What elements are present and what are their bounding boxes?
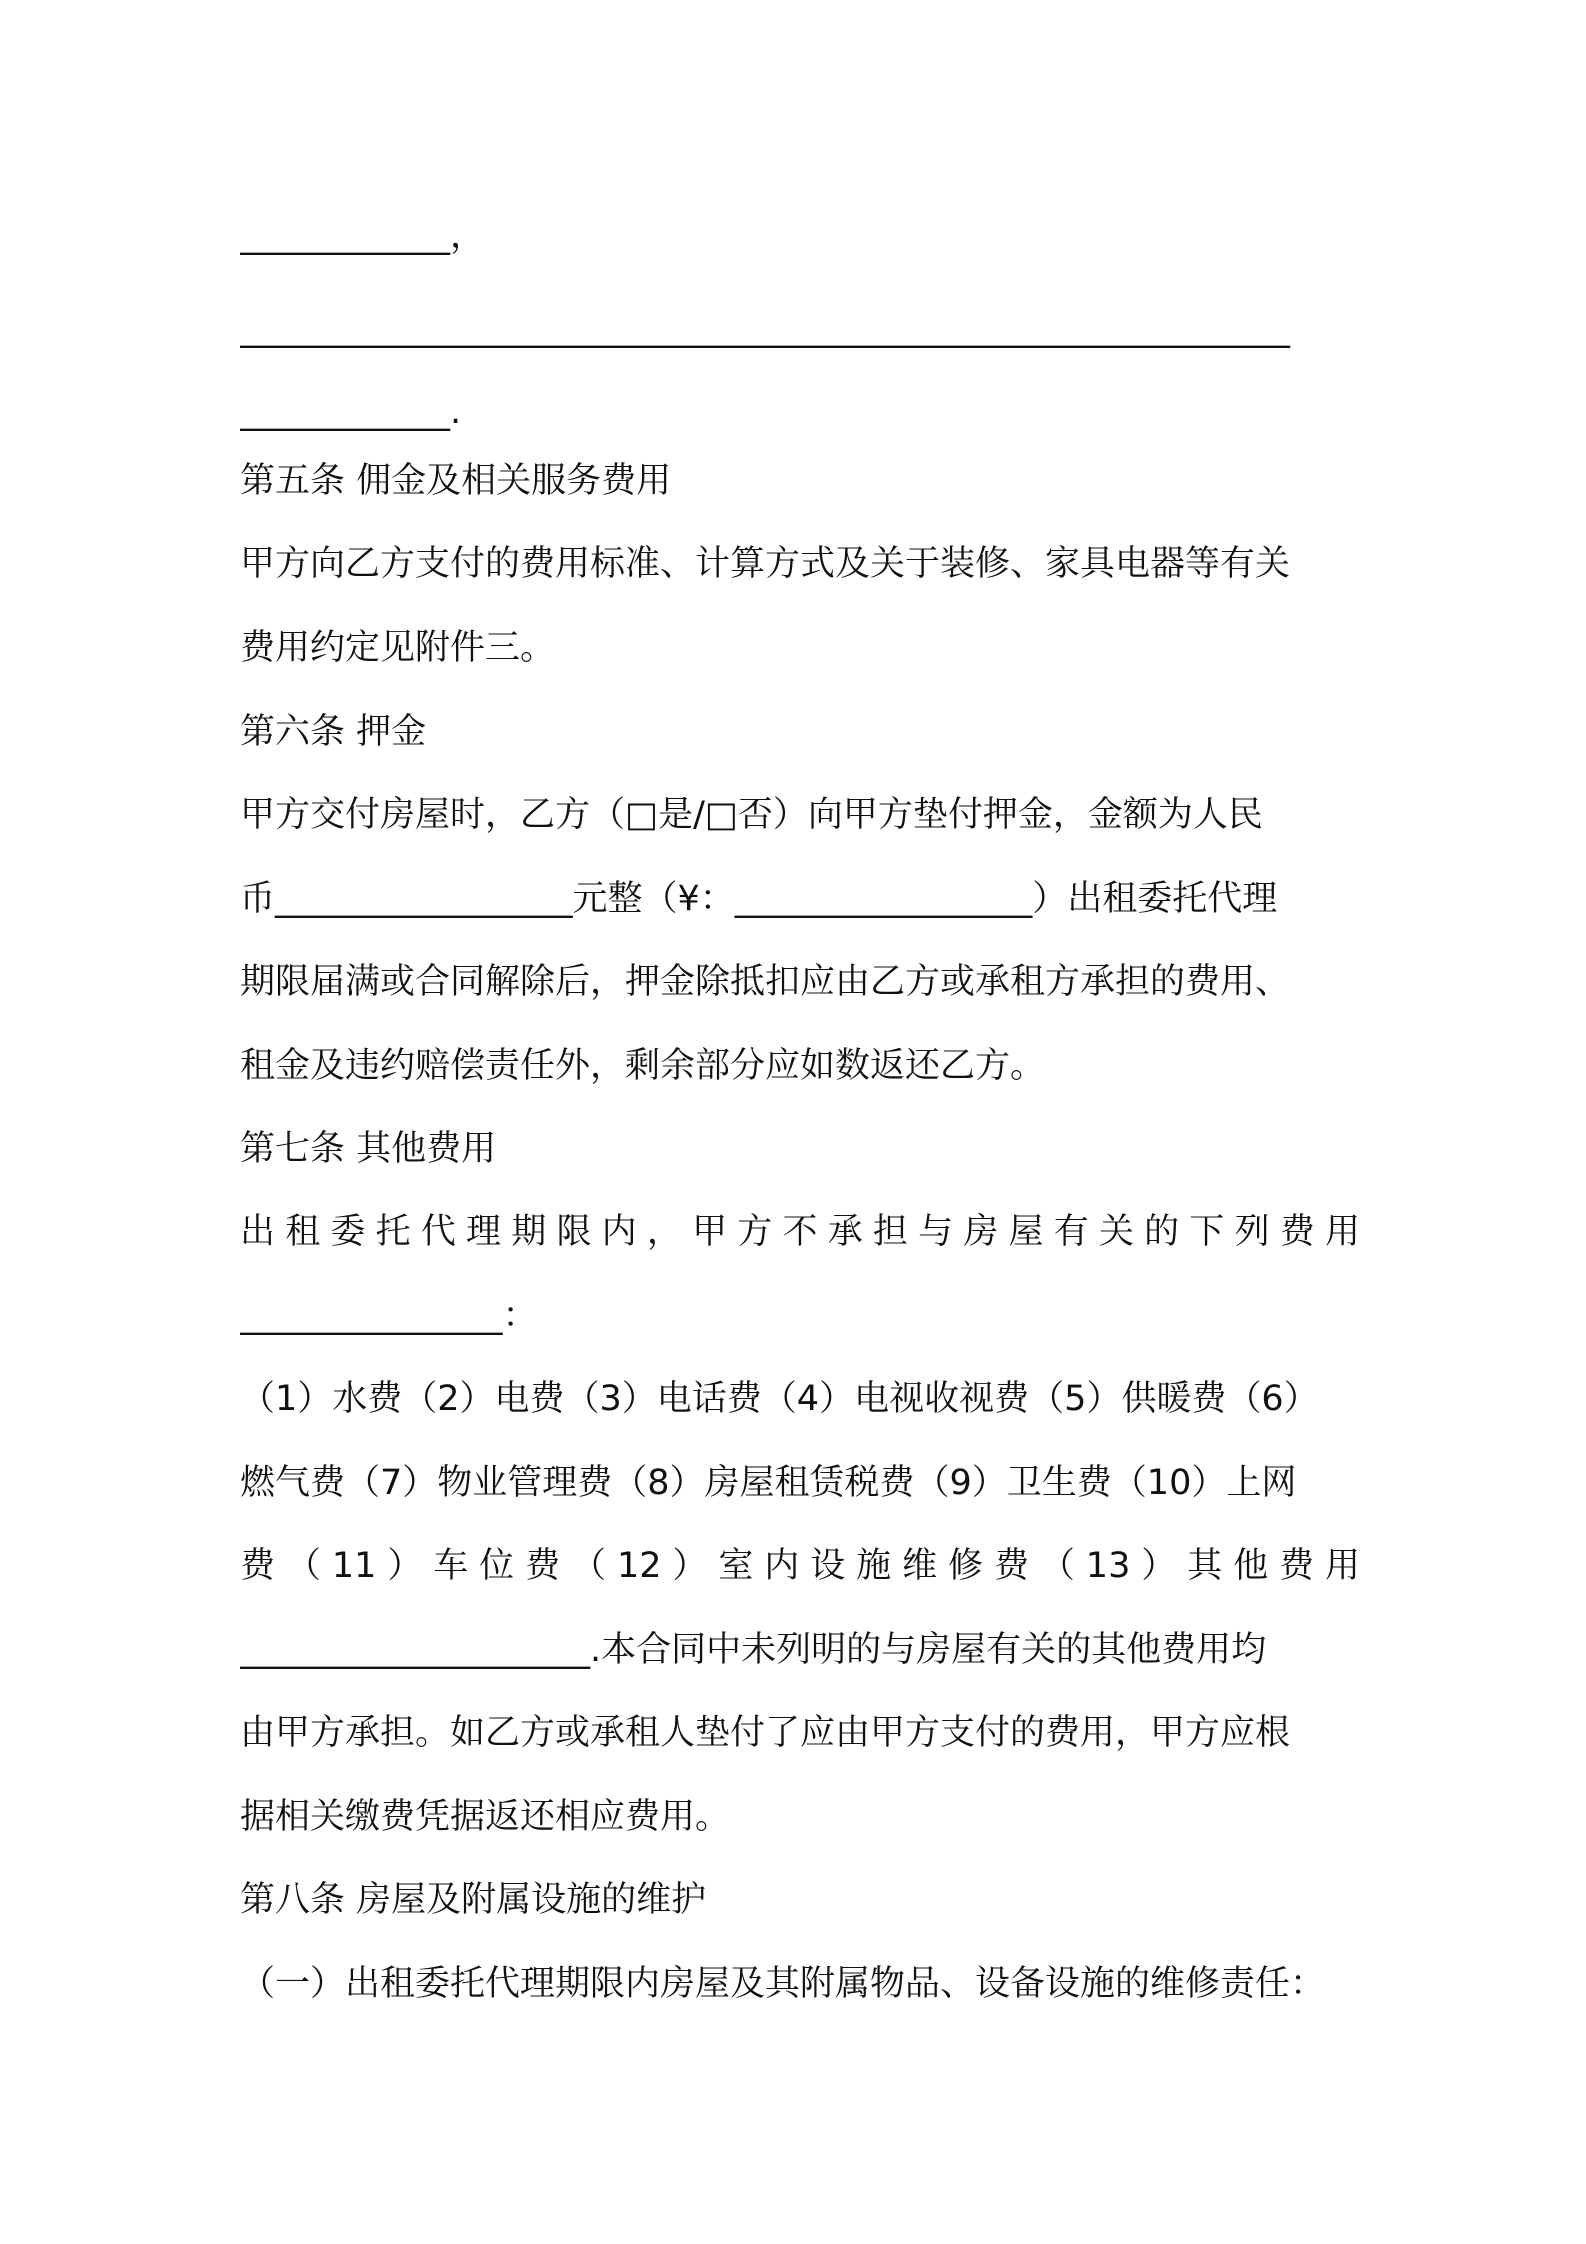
article-7-text-line-7: 由甲方承担。如乙方或承租人垫付了应由甲方支付的费用，甲方应根 xyxy=(240,1713,1291,1753)
blank-line-2: ____________________________________________________________ xyxy=(240,309,1290,349)
article-7-text-line-4: 燃气费（7）物业管理费（8）房屋租赁税费（9）卫生费（10）上网 xyxy=(240,1463,1297,1503)
article-7-text-line-1: 出租委托代理期限内，甲方不承担与房屋有关的下列费用 xyxy=(240,1212,1360,1252)
article-7-text-line-6: ____________________.本合同中未列明的与房屋有关的其他费用均 xyxy=(240,1630,1267,1670)
article-5-text-line-1: 甲方向乙方支付的费用标准、计算方式及关于装修、家具电器等有关 xyxy=(240,544,1291,584)
article-8-text-line-1: （一）出租委托代理期限内房屋及其附属物品、设备设施的维修责任： xyxy=(240,1964,1326,2004)
article-8-heading: 第八条 房屋及附属设施的维护 xyxy=(240,1880,707,1920)
article-5-text-line-2: 费用约定见附件三。 xyxy=(240,628,556,668)
article-6-text-line-2: 币_________________元整（¥：_________________）出租委托代理 xyxy=(240,879,1278,919)
article-5-heading: 第五条 佣金及相关服务费用 xyxy=(240,461,672,501)
blank-line-3: ____________. xyxy=(240,392,462,432)
article-6-text-line-3: 期限届满或合同解除后，押金除抵扣应由乙方或承租方承担的费用、 xyxy=(240,962,1291,1002)
article-7-text-line-5: 费（11）车位费（12）室内设施维修费（13）其他费用 xyxy=(240,1546,1360,1586)
article-7-text-line-8: 据相关缴费凭据返还相应费用。 xyxy=(240,1797,731,1837)
article-7-heading: 第七条 其他费用 xyxy=(240,1129,497,1169)
article-6-text-line-1: 甲方交付房屋时，乙方（□是/□否）向甲方垫付押金，金额为人民 xyxy=(240,795,1263,835)
article-7-text-line-2: _______________： xyxy=(240,1296,538,1336)
article-6-heading: 第六条 押金 xyxy=(240,712,427,752)
article-6-text-line-4: 租金及违约赔偿责任外，剩余部分应如数返还乙方。 xyxy=(240,1046,1046,1086)
article-7-text-line-3: （1）水费（2）电费（3）电话费（4）电视收视费（5）供暖费（6） xyxy=(240,1379,1319,1419)
blank-line-1: ____________， xyxy=(240,216,486,256)
